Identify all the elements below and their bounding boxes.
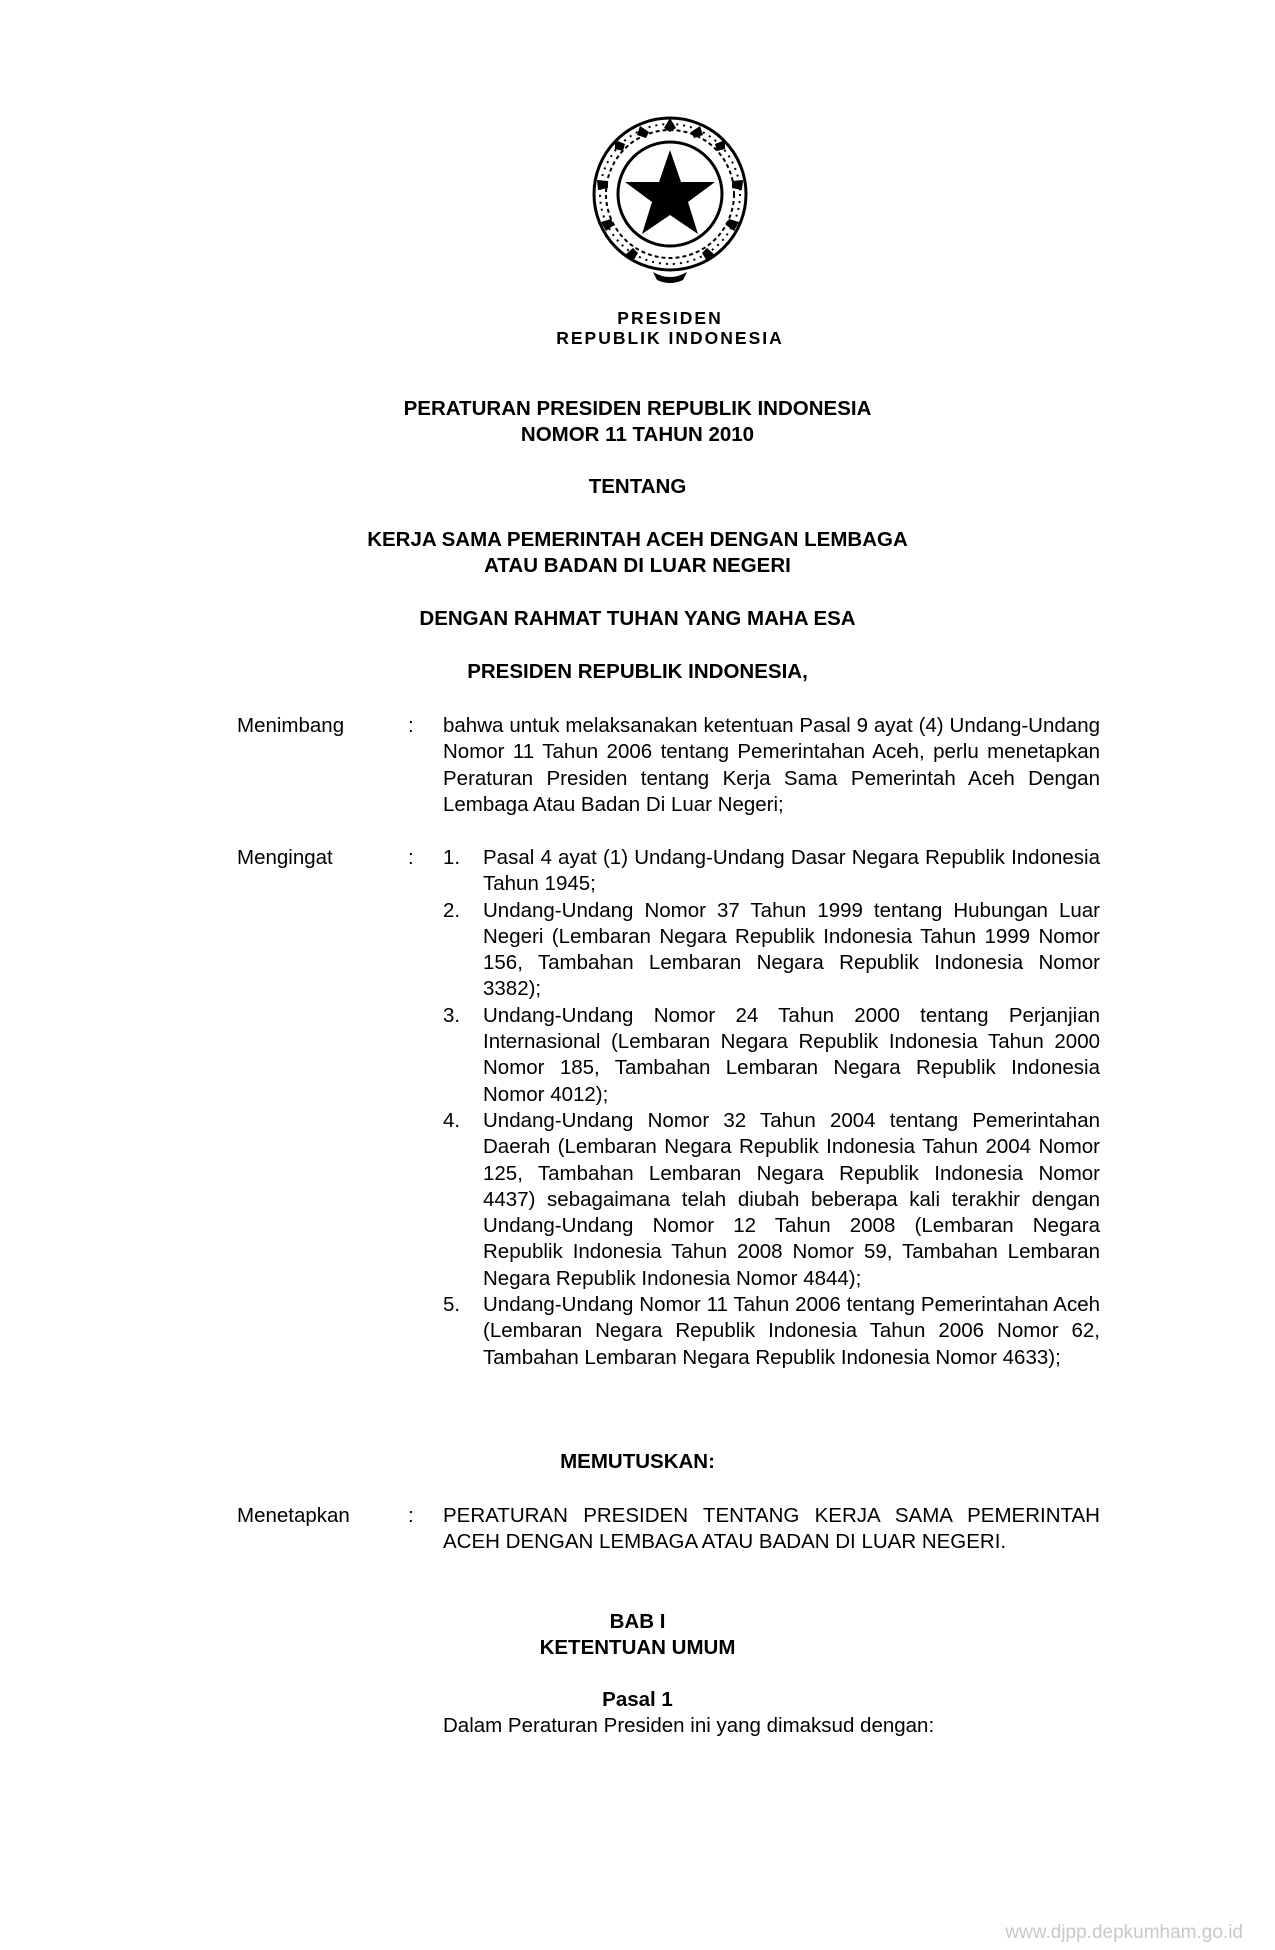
document-title-line1: PERATURAN PRESIDEN REPUBLIK INDONESIA	[403, 397, 872, 420]
mengingat-list	[443, 845, 1100, 1371]
list-item-number: 1.	[443, 846, 461, 869]
mengingat-label: Mengingat	[237, 846, 333, 869]
pasal-intro: Dalam Peraturan Presiden ini yang dimaksud dengan:	[443, 1714, 935, 1737]
list-item	[443, 845, 1100, 898]
list-item-text: Undang-Undang Nomor 32 Tahun 2004 tentang Pemerintahan Daerah (Lembaran Negara Republik Indonesia Tahun 2004 Nomor 125, Tambahan Lembaran Negara Republik Indonesia Nomor 4437) sebagaimana telah diubah beberapa kali terakhir dengan Undang-Undang Nomor 12 Tahun 2008 (Lembaran Negara Republik Indonesia Tahun 2008 Nomor 59, Tambahan Lembaran Negara Republik Indonesia Nomor 4844);	[483, 1108, 1100, 1290]
list-item-number: 3.	[443, 1003, 461, 1027]
tentang-heading: TENTANG	[588, 475, 687, 498]
list-item	[443, 898, 1100, 1003]
memutuskan-heading: MEMUTUSKAN:	[560, 1450, 715, 1473]
menetapkan-label: Menetapkan	[237, 1504, 350, 1527]
list-item	[443, 1003, 1100, 1108]
menimbang-label: Menimbang	[237, 714, 345, 737]
list-item-number: 4.	[443, 1108, 461, 1132]
list-item-number: 5.	[443, 1293, 461, 1317]
emblem-line-presiden: PRESIDEN	[617, 308, 723, 328]
pasal-title: Pasal 1	[602, 1688, 673, 1711]
mengingat-colon: :	[408, 846, 414, 869]
subject-line2: ATAU BADAN DI LUAR NEGERI	[484, 554, 791, 577]
list-item-text: Pasal 4 ayat (1) Undang-Undang Dasar Negara Republik Indonesia Tahun 1945;	[483, 846, 1100, 896]
menetapkan-colon: :	[408, 1504, 414, 1527]
document-title-line2: NOMOR 11 TAHUN 2010	[520, 423, 755, 446]
list-item-text: Undang-Undang Nomor 11 Tahun 2006 tentang Pemerintahan Aceh (Lembaran Negara Republik Indonesia Tahun 2006 Nomor 62, Tambahan Lembaran Negara Republik Indonesia Nomor 4633);	[483, 1293, 1100, 1369]
list-item-number: 2.	[443, 898, 461, 922]
menetapkan-text: PERATURAN PRESIDEN TENTANG KERJA SAMA PEMERINTAH ACEH DENGAN LEMBAGA ATAU BADAN DI LUAR NEGERI.	[443, 1504, 1100, 1554]
list-item-text: Undang-Undang Nomor 37 Tahun 1999 tentang Hubungan Luar Negeri (Lembaran Negara Republik Indonesia Tahun 1999 Nomor 156, Tambahan Lembaran Negara Republik Indonesia Nomor 3382);	[483, 898, 1100, 1001]
president-heading: PRESIDEN REPUBLIK INDONESIA,	[467, 660, 808, 683]
garuda-star-wreath-emblem	[585, 110, 755, 285]
rahmat-heading: DENGAN RAHMAT TUHAN YANG MAHA ESA	[419, 607, 856, 630]
list-item	[443, 1292, 1100, 1371]
menimbang-text: bahwa untuk melaksanakan ketentuan Pasal 9 ayat (4) Undang-Undang Nomor 11 Tahun 2006 tentang Pemerintahan Aceh, perlu menetapkan Peraturan Presiden tentang Kerja Sama Pemerintah Aceh Dengan Lembaga Atau Badan Di Luar Negeri;	[443, 714, 1100, 816]
watermark: www.djpp.depkumham.go.id	[1005, 1922, 1243, 1943]
emblem-line-republik: REPUBLIK INDONESIA	[556, 328, 784, 348]
list-item-text: Undang-Undang Nomor 24 Tahun 2000 tentang Perjanjian Internasional (Lembaran Negara Republik Indonesia Tahun 2000 Nomor 185, Tambahan Lembaran Negara Republik Indonesia Nomor 4012);	[483, 1003, 1100, 1106]
bab-title: BAB I	[609, 1610, 666, 1633]
bab-subtitle: KETENTUAN UMUM	[539, 1636, 736, 1659]
menimbang-colon: :	[408, 714, 414, 737]
list-item	[443, 1108, 1100, 1292]
subject-line1: KERJA SAMA PEMERINTAH ACEH DENGAN LEMBAGA	[367, 528, 908, 551]
